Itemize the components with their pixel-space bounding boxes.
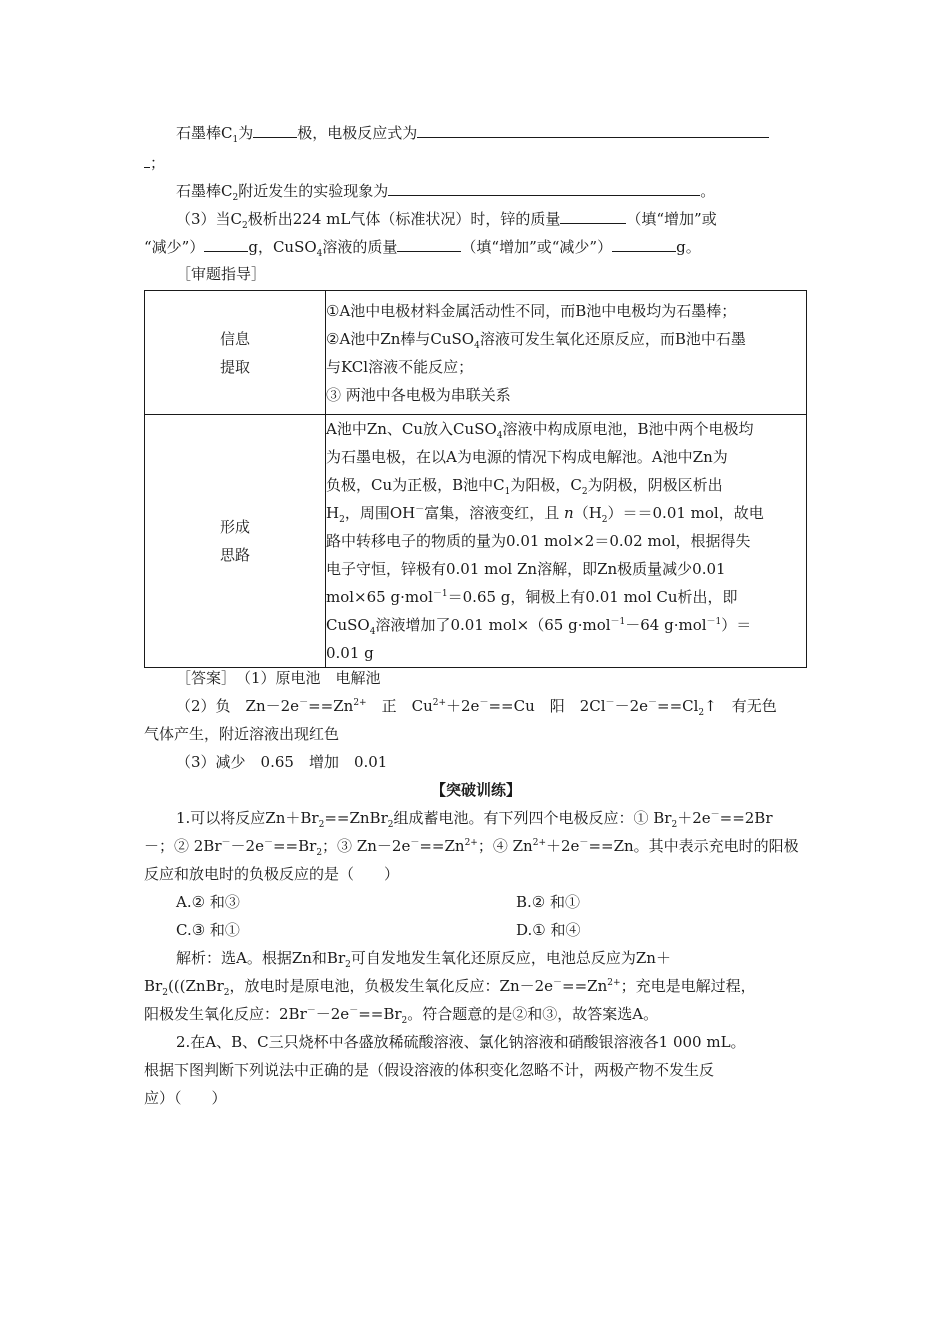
q1-line-3: 反应和放电时的负极反应的是（ ） [144, 865, 400, 883]
text: 溶液增加了0.01 mol×（65 g·mol [375, 616, 611, 634]
subscript: 4 [316, 249, 323, 259]
option-b[interactable]: B.② 和① [516, 893, 581, 911]
table-row [145, 291, 807, 415]
text: （填“增加”或“减少”） [461, 238, 613, 256]
text: A池中Zn、Cu放入CuSO [326, 420, 497, 438]
subscript: 4 [474, 340, 480, 351]
superscript: － [349, 1006, 359, 1016]
text: “减少”） [144, 238, 205, 256]
subscript: 4 [496, 431, 503, 441]
text: ＋2e [546, 837, 580, 855]
q2-line-1: 2.在A、B、C三只烧杯中各盛放稀硫酸溶液、氯化钠溶液和硝酸银溶液各1 000 mL。 [176, 1033, 746, 1051]
text: ；充电是电解过程， [620, 977, 756, 995]
text: 。 [700, 182, 716, 200]
text: 石墨棒C [176, 182, 233, 200]
subscript: 2 [387, 820, 394, 830]
superscript: － [415, 505, 425, 515]
answer-blank[interactable] [560, 208, 626, 224]
subscript: 4 [369, 627, 376, 637]
answer-line-2 [176, 696, 808, 716]
text: CuSO [326, 616, 370, 634]
text: (((ZnBr [167, 977, 224, 995]
body-line: 电子守恒，锌极有0.01 mol Zn溶解，即Zn极质量减少0.01 [326, 560, 726, 578]
text: Br [144, 977, 163, 995]
text: ；③ Zn－2e [322, 837, 411, 855]
explanation-line-1 [176, 948, 808, 968]
option-c[interactable]: C.③ 和① [176, 921, 240, 939]
italic-var: n [564, 504, 574, 522]
answer-blank[interactable] [397, 236, 461, 252]
heading-text: 思路 [219, 546, 250, 564]
text: 溶液可发生氧化还原反应，而B池中石墨 [479, 329, 746, 348]
text: 极析出224 mL气体（标准状况）时，锌的质量 [247, 210, 561, 228]
text: 可自发地发生氧化还原反应，电池总反应为Zn＋ [350, 949, 671, 967]
text: ==Zn [308, 697, 354, 715]
text: 负极，Cu为正极，B池中C [326, 476, 505, 494]
body-line: ①A池中电极材料金属活动性不同，而B池中电极均为石墨棒； [326, 301, 737, 320]
section-title: 【突破训练】 [430, 781, 521, 799]
subscript: 2 [162, 988, 168, 998]
subscript: 2 [223, 988, 230, 998]
superscript: － [710, 810, 720, 820]
superscript: 2+ [464, 838, 478, 848]
superscript: －1 [432, 589, 448, 599]
superscript: 2+ [353, 698, 367, 708]
question-line-c1 [176, 122, 808, 143]
subscript: 2 [339, 515, 345, 525]
text: H [326, 504, 340, 522]
text: 富集，溶液变红，且 [424, 504, 565, 522]
superscript: － [410, 838, 420, 848]
subscript: 1 [504, 487, 511, 497]
subscript: 2 [318, 820, 325, 830]
q1-line-2 [144, 836, 808, 856]
option-d[interactable]: D.① 和④ [516, 921, 581, 939]
text: 溶液中构成原电池，B池中两个电极均 [502, 420, 754, 438]
body-line: 路中转移电子的物质的量为0.01 mol×2＝0.02 mol，根据得失 [326, 532, 751, 550]
text: ==ZnBr [324, 809, 388, 827]
text: －2e [315, 1005, 350, 1023]
superscript: －1 [610, 617, 626, 627]
text: mol×65 g·mol [326, 588, 433, 606]
text: ＋2e [677, 809, 711, 827]
question-line-c2 [176, 180, 808, 201]
q2-line-2: 根据下图判断下列说法中正确的是（假设溶液的体积变化忽略不计，两极产物不发生反 [144, 1061, 715, 1079]
text: 。符合题意的是②和③，故答案选A。 [407, 1005, 659, 1023]
answer-line-1: ［答案］ （1）原电池 电解池 [176, 669, 381, 687]
option-a[interactable]: A.② 和③ [176, 893, 240, 911]
row-heading-info [145, 291, 326, 415]
body-line: 0.01 g [326, 644, 374, 662]
subscript: 2 [698, 708, 705, 718]
text: ==Cu 阳 2Cl [488, 697, 606, 715]
body-line: ③ 两池中各电极为串联关系 [326, 385, 511, 404]
superscript: － [479, 698, 489, 708]
text: g，CuSO [248, 238, 317, 256]
superscript: 2+ [607, 978, 621, 988]
text: ＋2e [446, 697, 480, 715]
body-line [326, 583, 806, 611]
subscript: 2 [581, 487, 588, 497]
row-body-info [326, 291, 807, 415]
heading-text: 提取 [219, 357, 250, 376]
subscript: 2 [316, 848, 323, 858]
body-line: 与KCl溶液不能反应； [326, 357, 474, 376]
text: ；④ Zn [477, 837, 533, 855]
q1-line-1 [176, 808, 808, 828]
text: 石墨棒C [176, 124, 233, 142]
body-line [326, 611, 806, 639]
text: ）＝＝0.01 mol，故电 [607, 504, 764, 522]
row-body-idea [326, 415, 807, 668]
text: －2e [614, 697, 648, 715]
subscript: 2 [345, 960, 351, 970]
text: （3）当C [176, 210, 243, 228]
answer-blank[interactable] [417, 122, 769, 138]
guide-title: ［审题指导］ [176, 265, 267, 283]
superscript: － [605, 698, 615, 708]
answer-line-3: 气体产生，附近溶液出现红色 [144, 725, 340, 743]
answer-blank[interactable] [204, 236, 248, 252]
table-row [145, 415, 807, 668]
q2-line-3: 应）（ ） [144, 1089, 227, 1107]
text: ==Zn [419, 837, 465, 855]
text: （填“增加”或 [626, 210, 717, 228]
subscript: 2 [232, 193, 239, 203]
text: 极，电极反应式为 [297, 124, 418, 142]
text: 为 [238, 124, 254, 142]
text: ②A池中Zn棒与CuSO [326, 329, 475, 348]
superscript: － [553, 978, 563, 988]
text: （H [573, 504, 602, 522]
text: ==Br [358, 1005, 402, 1023]
text: ==Zn [562, 977, 608, 995]
text: ↑ 有无色 [704, 697, 777, 715]
text: 为阴极，阴极区析出 [587, 476, 723, 494]
superscript: － [647, 698, 657, 708]
explanation-line-2 [144, 976, 808, 996]
explanation-line-3 [144, 1004, 808, 1024]
text: 附近发生的实验现象为 [238, 182, 389, 200]
subscript: 2 [242, 221, 248, 231]
answer-blank[interactable] [388, 180, 700, 196]
question-line-3b [144, 236, 808, 257]
heading-text: 形成 [219, 518, 250, 536]
answer-blank[interactable] [612, 236, 676, 252]
body-line: 为石墨电极，在以A为电源的情况下构成电解池。A池中Zn为 [326, 448, 728, 466]
subscript: 2 [671, 820, 678, 830]
text: ，放电时是原电池，负极发生氧化反应：Zn－2e [229, 977, 554, 995]
superscript: － [299, 698, 309, 708]
question-line-end [144, 152, 808, 173]
guide-table [144, 290, 807, 668]
answer-blank[interactable] [253, 122, 297, 138]
text: 解析：选A。根据Zn和Br [176, 949, 346, 967]
question-line-3 [176, 208, 808, 229]
superscript: － [579, 838, 589, 848]
text: g。 [676, 238, 701, 256]
subscript: 2 [401, 1016, 408, 1026]
subscript: 1 [232, 135, 239, 145]
text: 阳极发生氧化反应：2Br [144, 1005, 307, 1023]
text: ==Br [272, 837, 317, 855]
subscript: 2 [601, 515, 608, 525]
text: ，周围OH [344, 504, 416, 522]
superscript: － [306, 1006, 316, 1016]
text: 为阳极，C [510, 476, 582, 494]
text: 组成蓄电池。有下列四个电极反应：① Br [393, 809, 672, 827]
body-line [326, 415, 806, 443]
text: 正 Cu [366, 697, 433, 715]
body-line [326, 471, 806, 499]
superscript: 2+ [432, 698, 447, 708]
text: ； [150, 154, 166, 172]
text: －；② 2Br [144, 837, 222, 855]
text: 溶液的质量 [322, 238, 398, 256]
superscript: － [221, 838, 231, 848]
text: ）＝ [721, 616, 752, 634]
text: ==2Br [719, 809, 773, 827]
text: ==Zn。其中表示充电时的阳极 [588, 837, 799, 855]
superscript: 2+ [532, 838, 546, 848]
text: 1.可以将反应Zn＋Br [176, 809, 319, 827]
row-heading-idea [145, 415, 326, 668]
text: －2e [230, 837, 264, 855]
superscript: － [263, 838, 273, 848]
text: ==Cl [657, 697, 699, 715]
text: －64 g·mol [625, 616, 707, 634]
text: ＝0.65 g，铜极上有0.01 mol Cu析出，即 [447, 588, 738, 606]
superscript: －1 [706, 617, 722, 627]
body-line [326, 499, 806, 527]
answer-line-4: （3）减少 0.65 增加 0.01 [176, 753, 388, 771]
body-line [326, 325, 806, 353]
heading-text: 信息 [219, 329, 250, 348]
text: （2）负 Zn－2e [176, 697, 300, 715]
